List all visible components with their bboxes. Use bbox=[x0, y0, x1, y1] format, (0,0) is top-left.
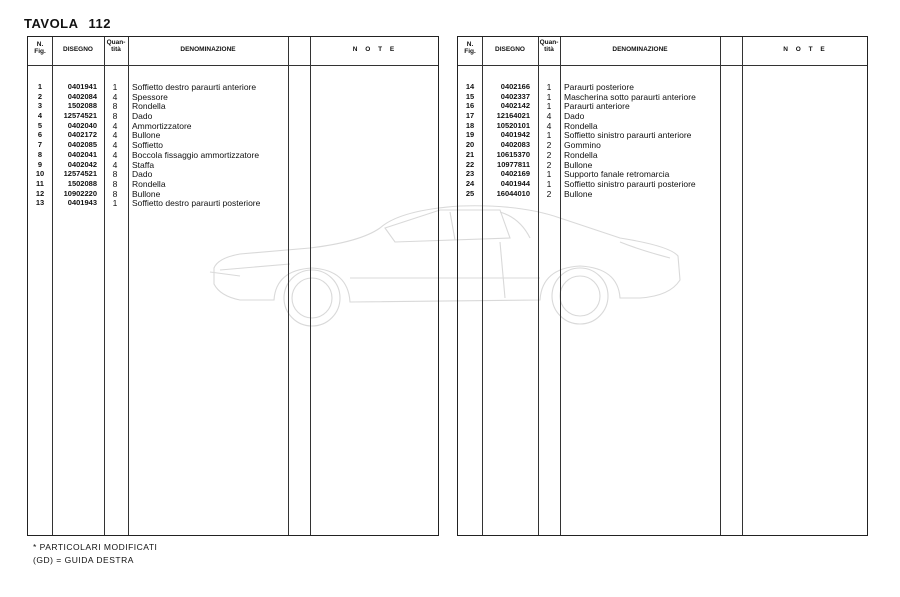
fig-number: 11 bbox=[36, 178, 44, 188]
quantity: 8 bbox=[112, 169, 118, 180]
table-row bbox=[28, 101, 438, 111]
table-row bbox=[458, 140, 867, 150]
description: Paraurti anteriore bbox=[564, 101, 630, 112]
table-row bbox=[458, 111, 867, 121]
quantity: 1 bbox=[546, 169, 552, 180]
table-row bbox=[458, 92, 867, 102]
header-divider bbox=[458, 65, 867, 66]
fig-number: 20 bbox=[465, 140, 475, 150]
quantity: 4 bbox=[112, 149, 118, 160]
part-number: 0402083 bbox=[500, 140, 530, 150]
fig-number: 19 bbox=[465, 130, 475, 140]
description: Boccola fissaggio ammortizzatore bbox=[132, 149, 260, 160]
table-row bbox=[28, 169, 438, 179]
table-row bbox=[28, 111, 438, 121]
table-row bbox=[28, 82, 438, 92]
description: Ammortizzatore bbox=[132, 120, 192, 131]
table-row bbox=[458, 160, 867, 170]
parts-table-left bbox=[27, 36, 439, 536]
description: Rondella bbox=[564, 120, 598, 131]
description: Staffa bbox=[132, 159, 155, 170]
quantity: 4 bbox=[546, 120, 552, 131]
table-row bbox=[28, 179, 438, 189]
rows-left bbox=[28, 82, 438, 208]
quantity: 8 bbox=[112, 178, 118, 189]
description: Dado bbox=[564, 111, 585, 122]
table-row bbox=[28, 130, 438, 140]
quantity: 2 bbox=[546, 188, 552, 199]
header-qty: Quan- tità bbox=[539, 39, 559, 53]
quantity: 8 bbox=[112, 101, 118, 112]
header-fig: N. Fig. bbox=[464, 41, 476, 55]
description: Soffietto sinistro paraurti anteriore bbox=[564, 130, 692, 141]
quantity: 1 bbox=[546, 82, 552, 92]
table-row bbox=[458, 150, 867, 160]
part-number: 10977811 bbox=[497, 159, 530, 169]
title-label: TAVOLA bbox=[24, 16, 79, 31]
fig-number: 24 bbox=[465, 178, 475, 188]
fig-number: 21 bbox=[465, 149, 475, 159]
fig-number: 13 bbox=[35, 198, 45, 208]
part-number: 0402172 bbox=[67, 130, 97, 140]
quantity: 4 bbox=[112, 159, 118, 170]
description: Bullone bbox=[132, 130, 161, 141]
fig-number: 12 bbox=[35, 188, 45, 198]
description: Soffietto sinistro paraurti posteriore bbox=[564, 178, 696, 189]
quantity: 2 bbox=[546, 149, 552, 160]
quantity: 1 bbox=[546, 91, 552, 102]
fig-number: 2 bbox=[37, 91, 43, 101]
quantity: 8 bbox=[112, 188, 118, 199]
part-number: 1502088 bbox=[67, 101, 97, 111]
fig-number: 23 bbox=[465, 169, 475, 179]
table-row bbox=[458, 121, 867, 131]
table-row bbox=[28, 121, 438, 131]
header-denominazione: DENOMINAZIONE bbox=[180, 46, 236, 53]
table-row bbox=[28, 92, 438, 102]
header-qty: Quan- tità bbox=[106, 39, 126, 53]
fig-number: 25 bbox=[465, 188, 475, 198]
fig-number: 10 bbox=[35, 169, 45, 179]
part-number: 16044010 bbox=[496, 188, 530, 198]
part-number: 0401941 bbox=[67, 82, 97, 91]
header-denominazione: DENOMINAZIONE bbox=[612, 46, 668, 53]
table-row bbox=[28, 150, 438, 160]
header-note: N O T E bbox=[783, 46, 828, 53]
description: Bullone bbox=[132, 188, 161, 199]
fig-number: 5 bbox=[37, 120, 43, 130]
part-number: 0401942 bbox=[500, 130, 530, 140]
header-disegno: DISEGNO bbox=[495, 46, 525, 53]
table-row bbox=[458, 189, 867, 199]
table-row bbox=[458, 101, 867, 111]
table-row bbox=[458, 179, 867, 189]
part-number: 0401944 bbox=[500, 178, 530, 188]
description: Rondella bbox=[564, 149, 598, 160]
fig-number: 8 bbox=[37, 149, 43, 159]
header-divider bbox=[28, 65, 438, 66]
quantity: 4 bbox=[546, 111, 552, 122]
header-fig: N. Fig. bbox=[34, 41, 46, 55]
header-note: N O T E bbox=[352, 46, 398, 53]
part-number: 1502088 bbox=[67, 178, 97, 188]
quantity: 2 bbox=[546, 140, 552, 151]
title-number: 112 bbox=[88, 16, 111, 31]
rows-right bbox=[458, 82, 867, 198]
description: Rondella bbox=[132, 178, 166, 189]
footnote-modified: * PARTICOLARI MODIFICATI bbox=[33, 542, 158, 552]
part-number: 0402084 bbox=[67, 91, 97, 101]
part-number: 10520101 bbox=[496, 120, 530, 130]
description: Bullone bbox=[564, 159, 593, 170]
table-row bbox=[28, 160, 438, 170]
table-row bbox=[28, 140, 438, 150]
quantity: 1 bbox=[546, 178, 552, 189]
part-number: 0402169 bbox=[500, 169, 530, 179]
fig-number: 14 bbox=[465, 82, 475, 91]
description: Bullone bbox=[564, 188, 593, 199]
part-number: 10902220 bbox=[63, 188, 97, 198]
description: Soffietto bbox=[132, 140, 164, 151]
part-number: 0402040 bbox=[67, 120, 97, 130]
part-number: 0402042 bbox=[67, 159, 97, 169]
description: Supporto fanale retromarcia bbox=[564, 169, 670, 180]
quantity: 1 bbox=[546, 101, 552, 112]
fig-number: 7 bbox=[37, 140, 43, 150]
table-row bbox=[28, 198, 438, 208]
part-number: 0402142 bbox=[500, 101, 530, 111]
footnote-gd: (GD) = GUIDA DESTRA bbox=[33, 555, 134, 565]
fig-number: 3 bbox=[37, 101, 43, 111]
quantity: 8 bbox=[112, 111, 118, 122]
table-row bbox=[28, 189, 438, 199]
table-row bbox=[458, 82, 867, 92]
parts-table-right bbox=[457, 36, 868, 536]
quantity: 4 bbox=[112, 140, 118, 151]
quantity: 4 bbox=[112, 130, 118, 141]
part-number: 0402085 bbox=[67, 140, 97, 150]
description: Paraurti posteriore bbox=[564, 82, 634, 92]
fig-number: 9 bbox=[37, 159, 43, 169]
header-disegno: DISEGNO bbox=[63, 46, 93, 53]
fig-number: 15 bbox=[465, 91, 475, 101]
part-number: 0401943 bbox=[67, 198, 97, 208]
table-row bbox=[458, 130, 867, 140]
fig-number: 6 bbox=[37, 130, 43, 140]
description: Spessore bbox=[132, 91, 168, 102]
table-row bbox=[458, 169, 867, 179]
part-number: 0402041 bbox=[67, 149, 97, 159]
quantity: 1 bbox=[112, 82, 118, 92]
page-title bbox=[24, 16, 111, 31]
part-number: 12164021 bbox=[496, 111, 530, 121]
description: Soffietto destro paraurti posteriore bbox=[132, 198, 261, 209]
quantity: 4 bbox=[112, 91, 118, 102]
fig-number: 22 bbox=[465, 159, 475, 169]
fig-number: 16 bbox=[465, 101, 475, 111]
fig-number: 1 bbox=[37, 82, 43, 91]
fig-number: 4 bbox=[37, 111, 43, 121]
fig-number: 17 bbox=[465, 111, 475, 121]
description: Soffietto destro paraurti anteriore bbox=[132, 82, 257, 92]
quantity: 2 bbox=[546, 159, 552, 170]
description: Rondella bbox=[132, 101, 166, 112]
quantity: 1 bbox=[112, 198, 118, 209]
part-number: 10615370 bbox=[496, 149, 530, 159]
quantity: 4 bbox=[112, 120, 118, 131]
description: Dado bbox=[132, 169, 153, 180]
part-number: 12574521 bbox=[63, 111, 97, 121]
description: Gommino bbox=[564, 140, 601, 151]
quantity: 1 bbox=[546, 130, 552, 141]
part-number: 12574521 bbox=[63, 169, 97, 179]
fig-number: 18 bbox=[465, 120, 475, 130]
part-number: 0402337 bbox=[500, 91, 530, 101]
description: Mascherina sotto paraurti anteriore bbox=[564, 91, 696, 102]
part-number: 0402166 bbox=[500, 82, 530, 91]
description: Dado bbox=[132, 111, 153, 122]
